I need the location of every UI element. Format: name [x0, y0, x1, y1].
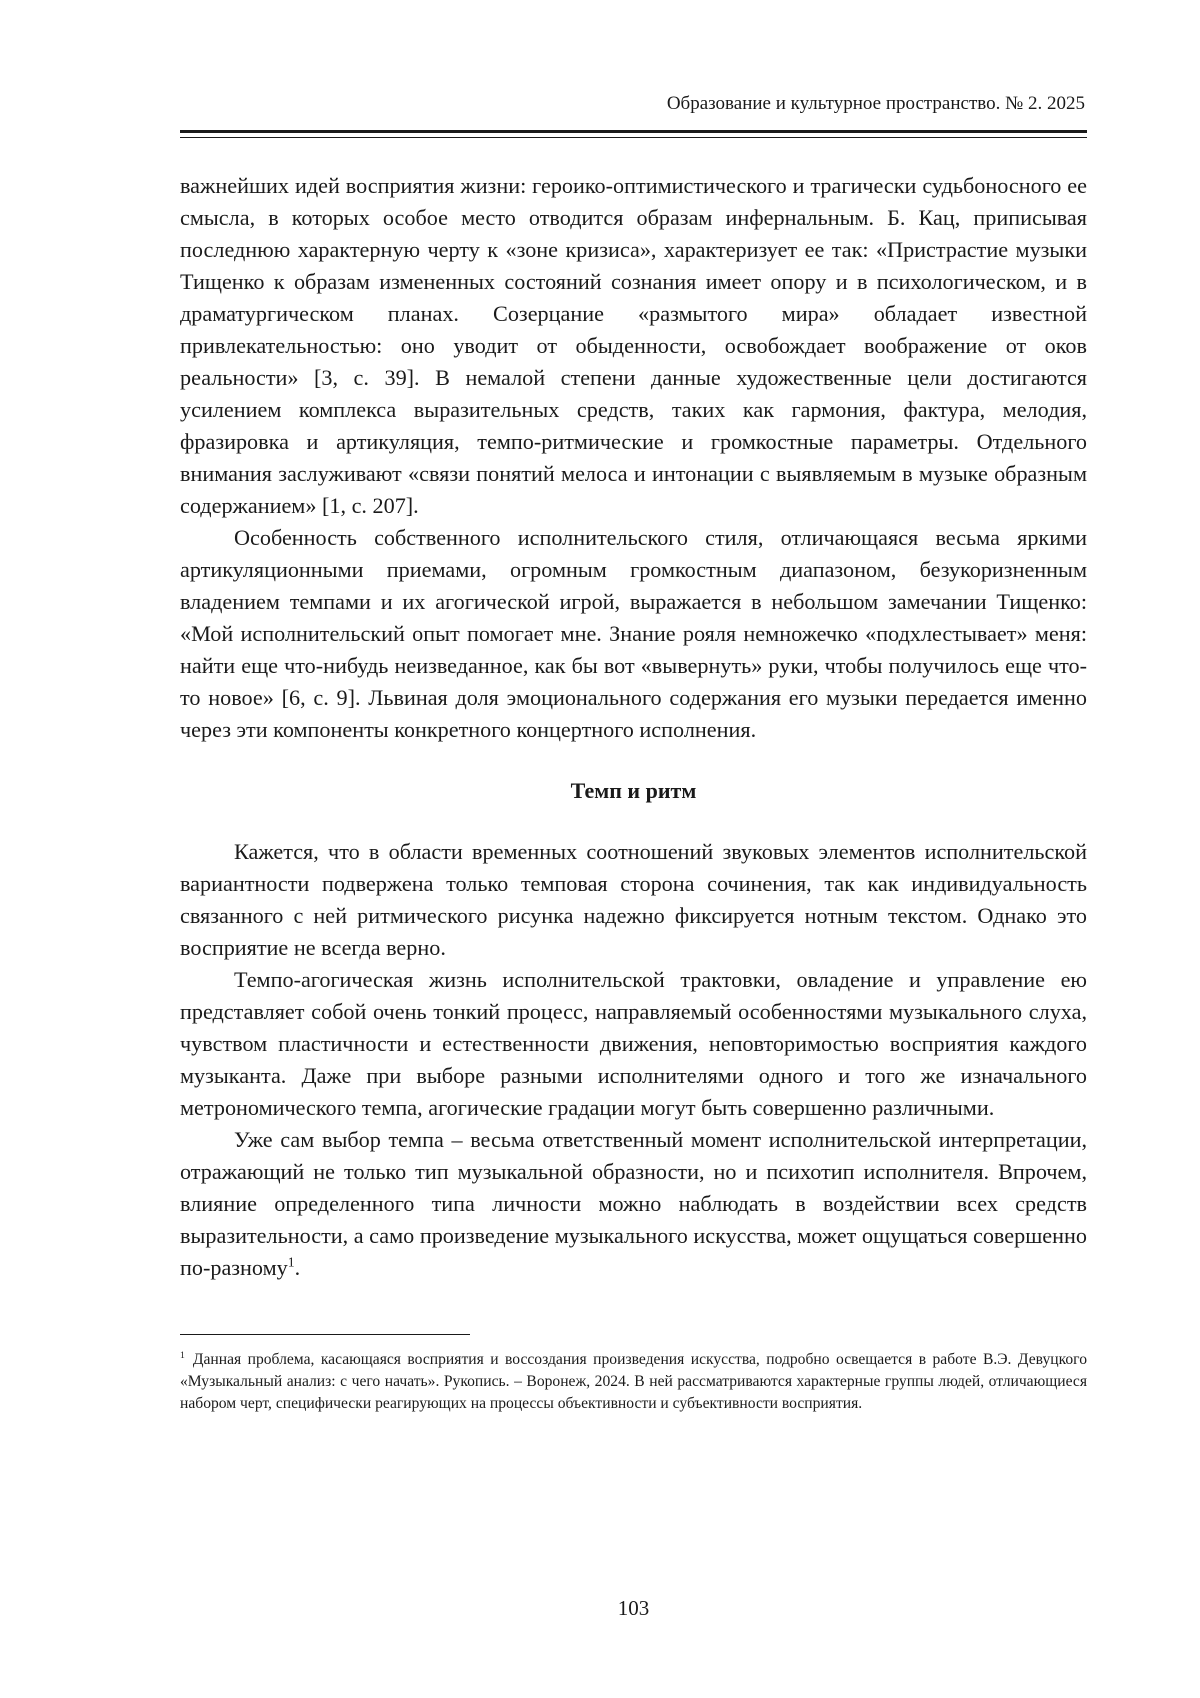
paragraph-performing-style: Особенность собственного исполнительского стиля, отличающаяся весьма яркими артикуляционными приемами, огромным громкостным диапазоном, безукоризненным владением темпами и их агогической игрой, выражается в небольшом замечании Тищенко: «Мой исполнительский опыт помогает мне. Знание рояля немножечко «подхлестывает» меня: найти еще что-нибудь неизведанное, как бы вот «вывернуть» руки, чтобы получилось еще что-то новое» [6, с. 9]. Львиная доля эмоционального содержания его музыки передается именно через эти компоненты конкретного концертного исполнения.	[180, 525, 1087, 742]
section-heading: Темп и ритм	[570, 778, 697, 803]
page-number: 103	[617, 1596, 650, 1620]
paragraph-tempo-agogic: Темпо-агогическая жизнь исполнительской трактовки, овладение и управление ею представляет собой очень тонкий процесс, направляемый особенностями музыкального слуха, чувством пластичности и естественности движения, неповторимостью восприятия каждого музыканта. Даже при выборе разными исполнителями одного и того же изначального метрономического темпа, агогические градации могут быть совершенно различными.	[180, 967, 1087, 1120]
paragraph-continuation: важнейших идей восприятия жизни: героико-оптимистического и трагически судьбоносного ее смысла, в которых особое место отводится образам инфернальным. Б. Кац, приписывая последнюю характерную черту к «зоне кризиса», характеризует ее так: «Пристрастие музыки Тищенко к образам измененных состояний сознания имеет опору и в психологическом, и в драматургическом планах. Созерцание «размытого мира» обладает известной привлекательностью: оно уводит от обыденности, освобождает воображение от оков реальности» [3, с. 39]. В немалой степени данные художественные цели достигаются усилением комплекса выразительных средств, таких как гармония, фактура, мелодия, фразировка и артикуляция, темпо-ритмические и громкостные параметры. Отдельного внимания заслуживают «связи понятий мелоса и интонации с выявляемым в музыке образным содержанием» [1, с. 207].	[180, 173, 1087, 518]
paragraph-temporal-relations: Кажется, что в области временных соотношений звуковых элементов исполнительской вариантности подвержена только темповая сторона сочинения, так как индивидуальность связанного с ней ритмического рисунка надежно фиксируется нотным текстом. Однако это восприятие не всегда верно.	[180, 839, 1087, 960]
header-double-rule	[180, 130, 1087, 138]
footnotes	[180, 1349, 1087, 1415]
paragraph-tempo-choice-text: Уже сам выбор темпа – весьма ответственный момент исполнительской интерпретации, отражающий не только тип музыкальной образности, но и психотип исполнителя. Впрочем, влияние определенного типа личности можно наблюдать в воздействии всех средств выразительности, а само произведение музыкального искусства, может ощущаться совершенно по-разному	[180, 1127, 1087, 1280]
footnote-reference[interactable]: 1	[287, 1254, 295, 1270]
footnote-mark: 1	[180, 1349, 185, 1361]
footnote-separator	[180, 1334, 470, 1335]
page	[180, 92, 1087, 1632]
paragraph-tempo-choice-end: .	[294, 1255, 301, 1280]
paragraph-tempo-choice	[180, 1124, 1087, 1284]
article-body	[180, 170, 1087, 1284]
footnote-text: Данная проблема, касающаяся восприятия и воссоздания произведения искусства, подробно освещается в работе В.Э. Девуцкого «Музыкальный анализ: с чего начать». Рукопись. – Воронеж, 2024. В ней рассматриваются характерные группы людей, отличающиеся набором черт, специфически реагирующих на процессы объективности и субъективности восприятия.	[180, 1351, 1087, 1412]
footnote-item	[180, 1349, 1087, 1415]
running-title: Образование и культурное пространство. № 2. 2025	[666, 93, 1085, 114]
